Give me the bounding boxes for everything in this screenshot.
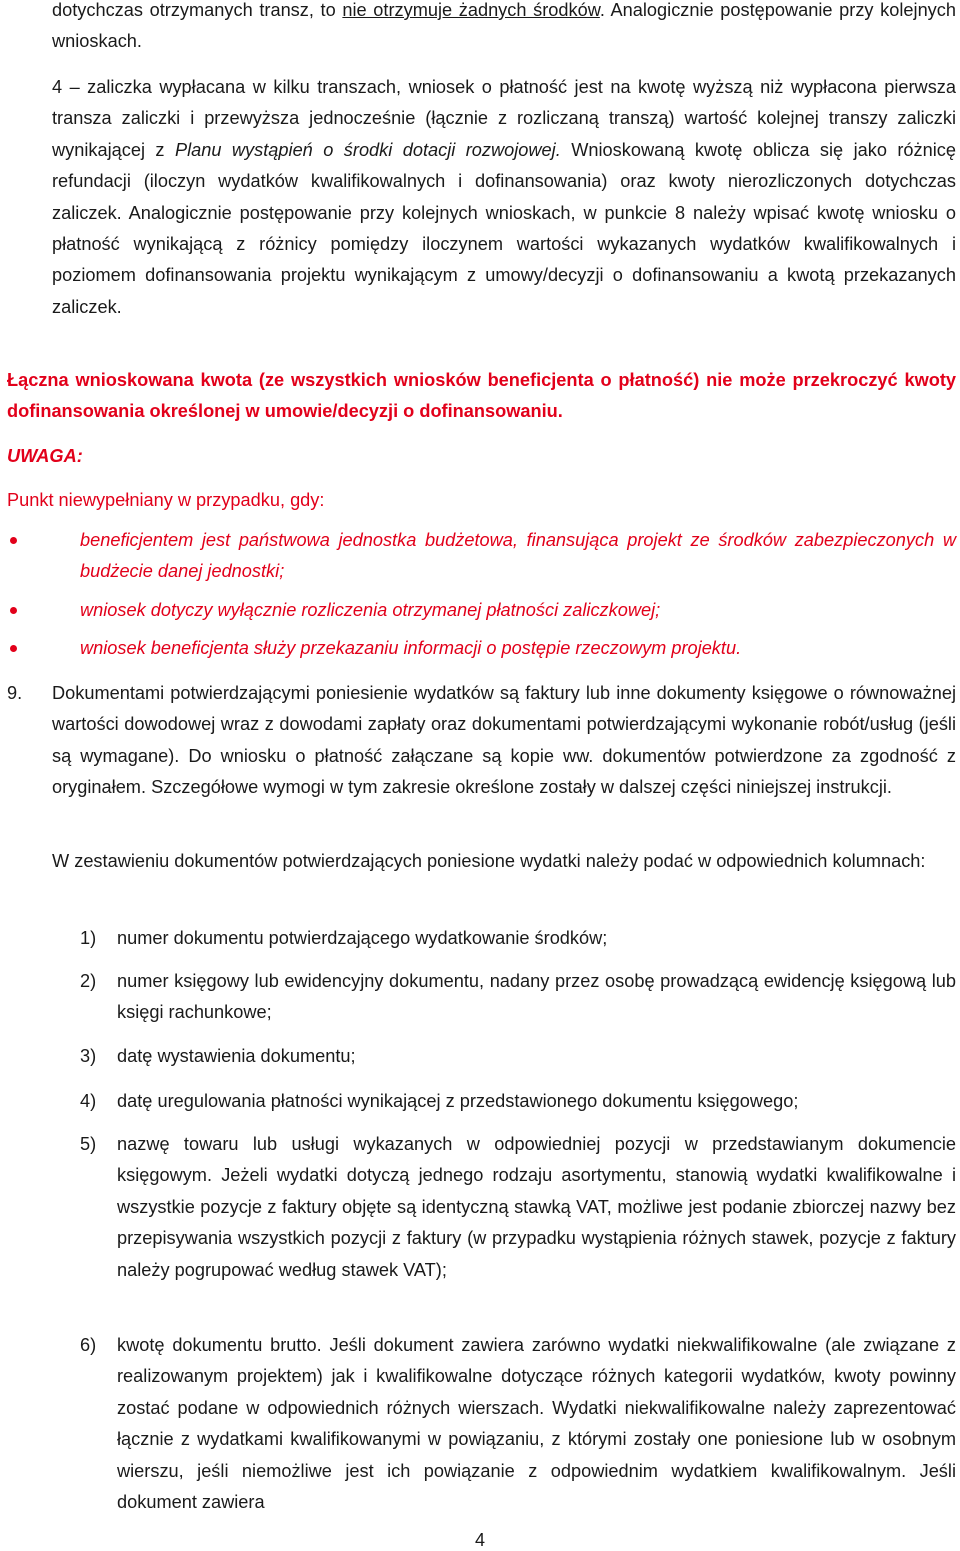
page-number: 4	[474, 1530, 485, 1550]
item-9-columns-intro: W zestawieniu dokumentów potwierdzających poniesione wydatki należy podać w odpowiednich kolumnach:	[52, 851, 926, 871]
intro-paragraph	[52, 0, 956, 58]
bullet-dot-icon	[10, 645, 17, 652]
list-item-5-text: nazwę towaru lub usługi wykazanych w odpowiedniej pozycji w przedstawianym dokumencie księgowym. Jeżeli wydatki dotyczą jednego rodzaju asortymentu, stanowią wydatki kwalifikowalne i wszystkie pozycje z faktury objęte są identyczną stawką VAT, możliwe jest podanie zbiorczej nazwy bez przepisywania wszystkich pozycji z faktury (w przypadku wystąpienia różnych stawek, pozycje z faktury należy pogrupować według stawek VAT);	[117, 1134, 956, 1280]
case-4-text-start: 4 – zaliczka wypłacana w kilku transzach, wniosek o płatność jest na kwotę wyższą niż wypłacona pierwsza transza zaliczki i przewyższa jednocześnie (łącznie z rozliczaną transzą) wartość kolejnej transzy zaliczki wynikającej z	[52, 77, 956, 160]
list-item-3-number: 3)	[80, 1046, 97, 1066]
item-9-number: 9.	[7, 683, 23, 703]
list-item-3-text: datę wystawienia dokumentu;	[117, 1046, 356, 1066]
uwaga-intro: Punkt niewypełniany w przypadku, gdy:	[7, 490, 325, 510]
bullet-dot-icon	[10, 537, 17, 544]
case-4-text-end: Wnioskowaną kwotę oblicza się jako różnicę refundacji (iloczyn wydatków kwalifikowalnych i dofinansowania) oraz kwoty nierozliczonych dotychczas zaliczek. Analogicznie postępowanie przy kolejnych wnioskach, w punkcie 8 należy wpisać kwotę wniosku o płatność wynikającą z różnicy pomiędzy iloczynem wartości wykazanych wydatków kwalifikowalnych i poziomem dofinansowania projektu wynikającym z umowy/decyzji o dofinansowaniu a kwotą przekazanych zaliczek.	[52, 139, 956, 317]
intro-underlined-text: nie otrzymuje żadnych środków	[342, 0, 600, 20]
amount-limit-warning: Łączna wnioskowana kwota (ze wszystkich wniosków beneficjenta o płatność) nie może przekroczyć kwoty dofinansowania określonej w umowie/decyzji o dofinansowaniu.	[7, 370, 956, 422]
uwaga-bullet-text: wniosek beneficjenta służy przekazaniu informacji o postępie rzeczowym projektu.	[80, 638, 742, 658]
item-9-text: Dokumentami potwierdzającymi poniesienie wydatków są faktury lub inne dokumenty księgowe o równoważnej wartości dowodowej wraz z dowodami zapłaty oraz dokumentami potwierdzającymi wykonanie robót/usług (jeśli są wymagane). Do wniosku o płatność załączane są kopie ww. dokumentów potwierdzone za zgodność z oryginałem. Szczegółowe wymogi w tym zakresie określone zostały w dalszej części niniejszej instrukcji.	[52, 683, 956, 798]
uwaga-bullet-3	[80, 633, 956, 664]
intro-text-end: . Analogicznie postępowanie przy kolejnych wnioskach.	[52, 0, 956, 52]
uwaga-bullet-text: wniosek dotyczy wyłącznie rozliczenia otrzymanej płatności zaliczkowej;	[80, 600, 661, 620]
case-4-italic-text: Planu wystąpień o środki dotacji rozwojowej.	[174, 139, 561, 160]
intro-text-start: dotychczas otrzymanych transz, to	[52, 0, 343, 20]
uwaga-bullet-text: beneficjentem jest państwowa jednostka budżetowa, finansująca projekt ze środków zabezpieczonych w budżecie danej jednostki;	[80, 530, 956, 582]
list-item-4-number: 4)	[80, 1091, 97, 1111]
list-item-5-number: 5)	[80, 1134, 97, 1154]
list-item-2-number: 2)	[80, 971, 97, 991]
list-item-6-number: 6)	[80, 1335, 97, 1355]
uwaga-bullet-2	[80, 595, 956, 626]
list-item-1-number: 1)	[80, 928, 97, 948]
case-4-paragraph	[52, 72, 956, 323]
uwaga-bullet-1	[80, 525, 956, 588]
list-item-6-text: kwotę dokumentu brutto. Jeśli dokument zawiera zarówno wydatki niekwalifikowalne (ale związane z realizowanym projektem) jak i kwalifikowalne dotyczące różnych kategorii wydatków, kwoty powinny zostać podane w odpowiednich różnych wierszach. Wydatki niekwalifikowalne należy zaprezentować łącznie z wydatkami kwalifikowanymi w powiązaniu, z którymi zostały one poniesione lub w osobnym wierszu, jeśli niemożliwe jest ich powiązanie z odpowiednim wydatkiem kwalifikowalnym. Jeśli dokument zawiera	[117, 1335, 956, 1513]
bullet-dot-icon	[10, 607, 17, 614]
list-item-4-text: datę uregulowania płatności wynikającej z przedstawionego dokumentu księgowego;	[117, 1091, 799, 1111]
uwaga-label: UWAGA:	[7, 446, 83, 466]
list-item-1-text: numer dokumentu potwierdzającego wydatkowanie środków;	[117, 928, 608, 948]
list-item-2-text: numer księgowy lub ewidencyjny dokumentu, nadany przez osobę prowadzącą ewidencję księgową lub księgi rachunkowe;	[117, 971, 956, 1023]
